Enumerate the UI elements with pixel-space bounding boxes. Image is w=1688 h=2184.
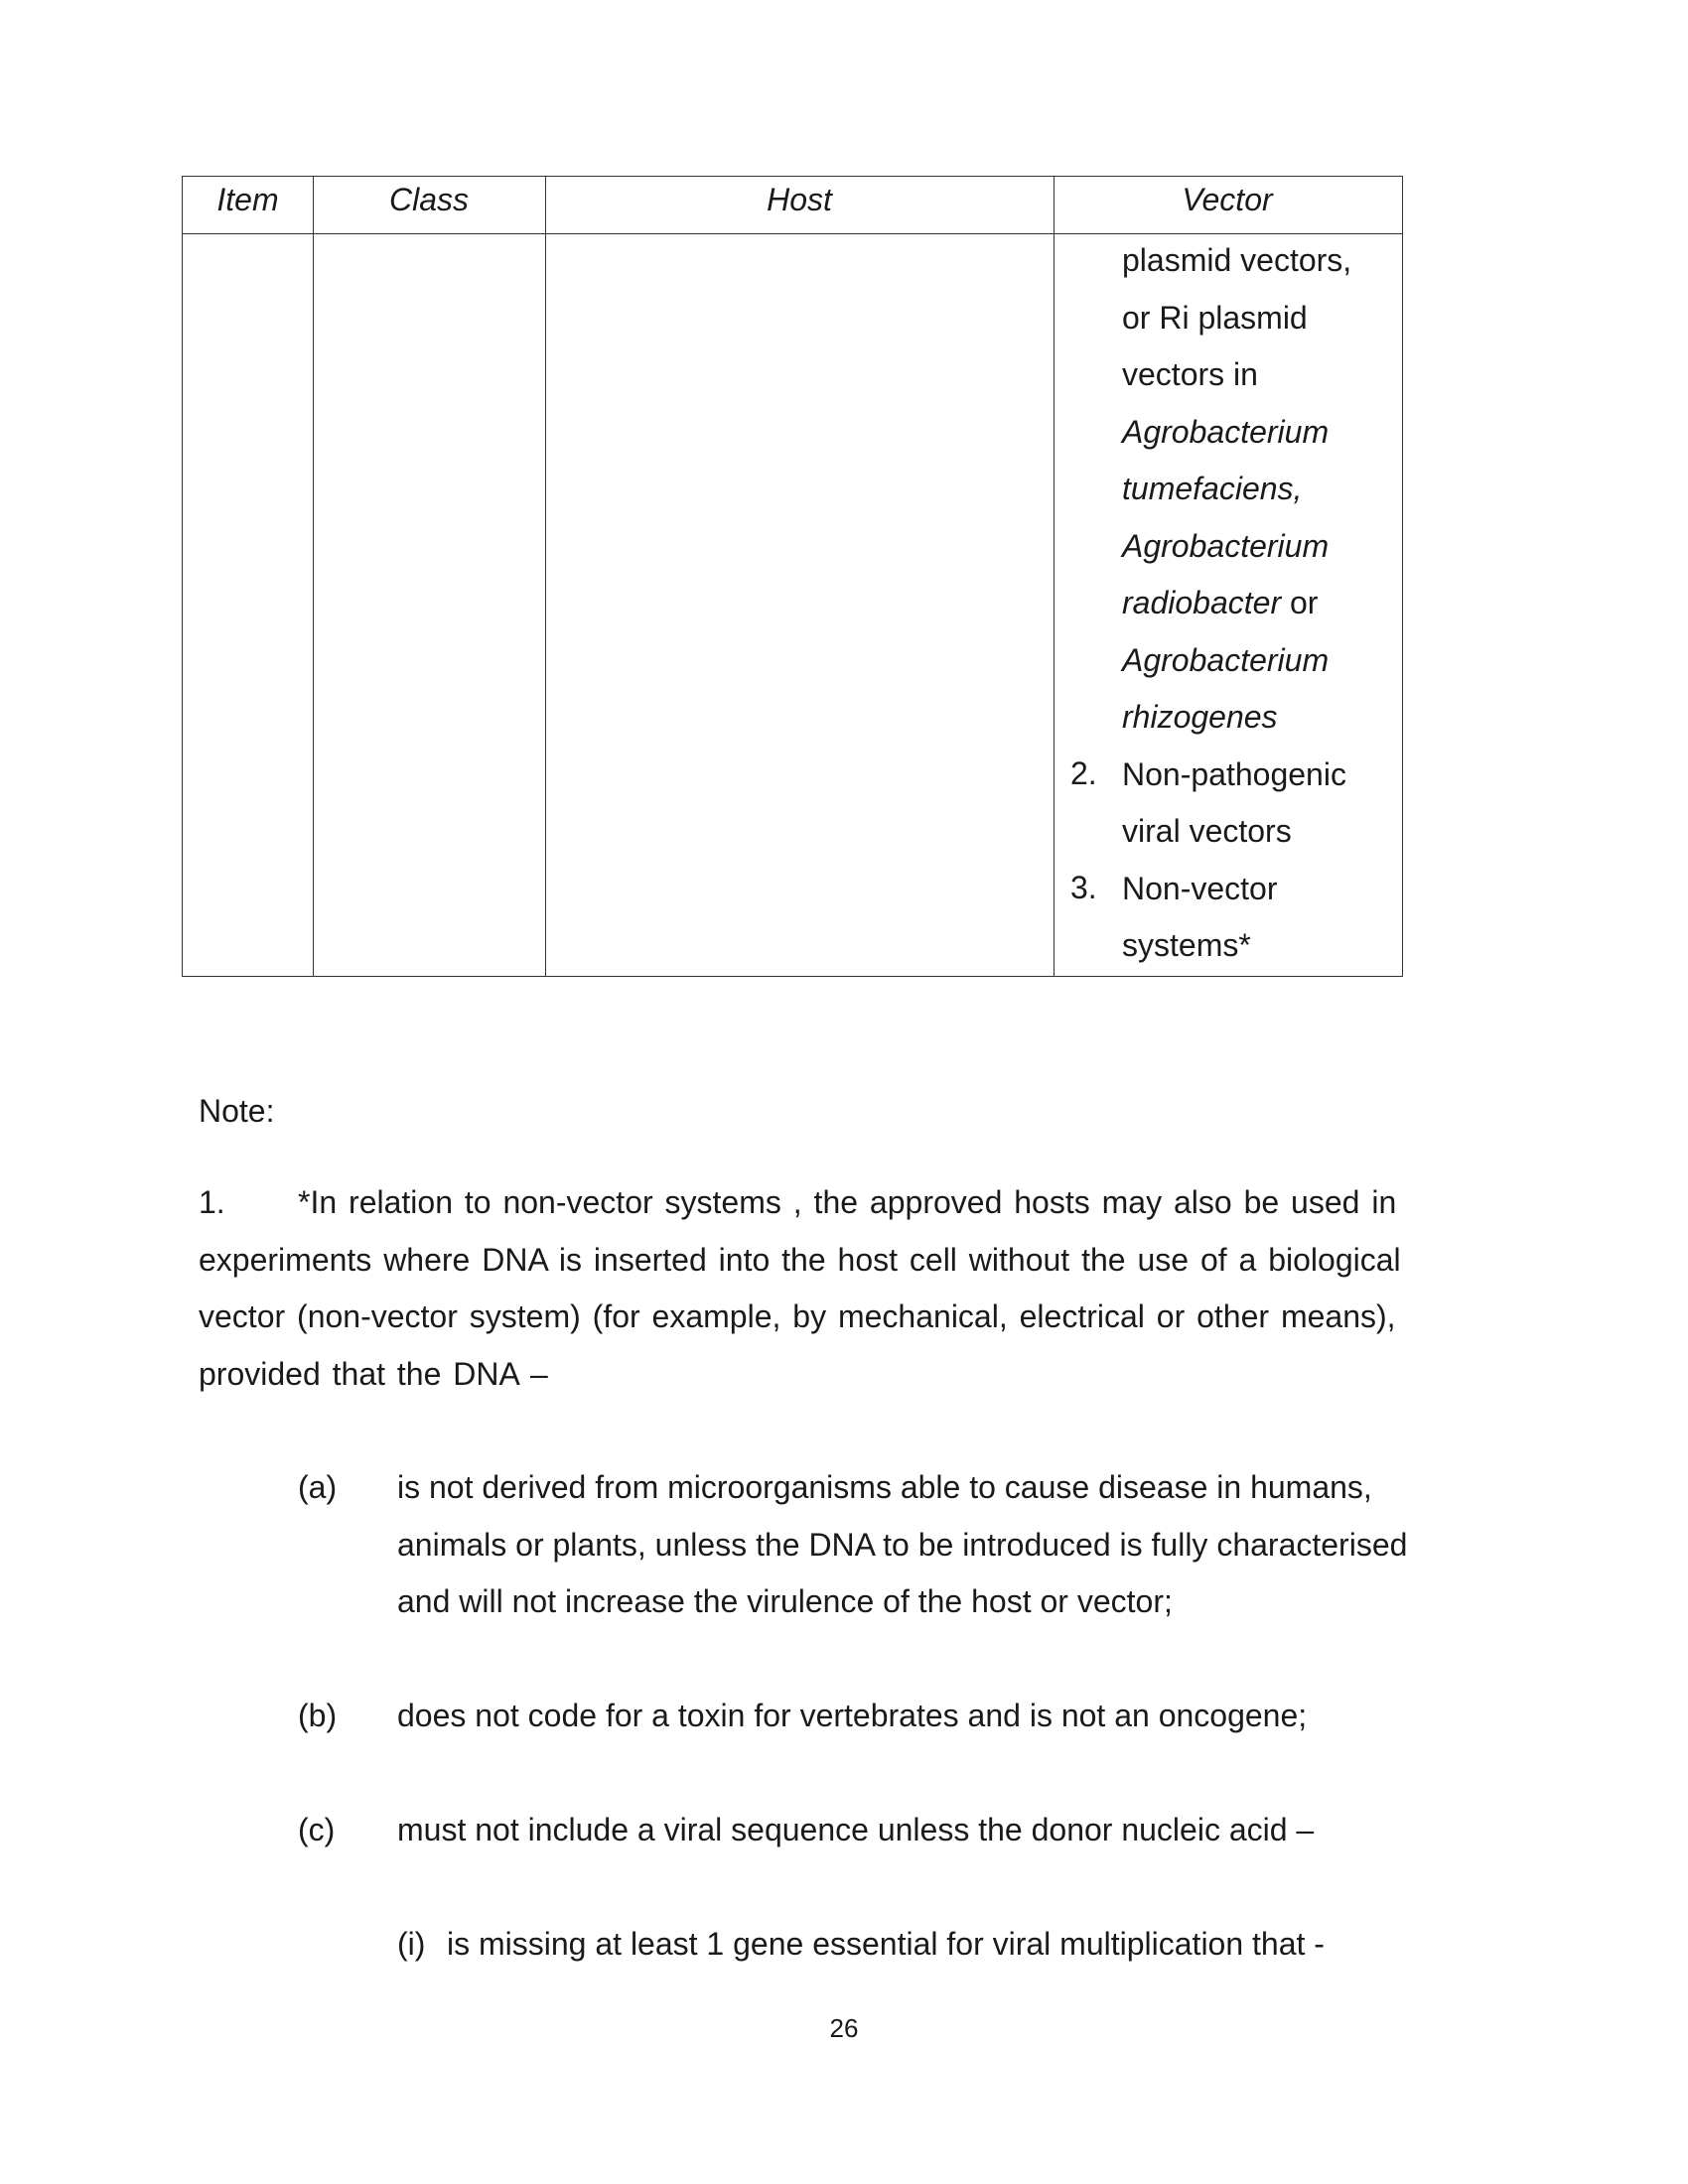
item-line: is not derived from microorganisms able to cause disease in humans, — [397, 1469, 1372, 1505]
paragraph-line: vector (non-vector system) (for example, by mechanical, electrical or other means), — [199, 1298, 1396, 1334]
paragraph-number: 1. — [199, 1184, 225, 1220]
vector-line: plasmid vectors, — [1122, 242, 1352, 278]
item-line: does not code for a toxin for vertebrates and is not an oncogene; — [397, 1698, 1308, 1733]
item-line: animals or plants, unless the DNA to be introduced is fully characterised — [397, 1526, 1408, 1563]
note-paragraph-1 — [199, 1174, 1484, 1403]
species-name: radiobacter — [1122, 585, 1282, 620]
vector-list-item-line: Non-vector — [1122, 870, 1278, 906]
item-body-b — [397, 1688, 1484, 1745]
vector-line — [1122, 518, 1351, 576]
table-column-divider — [545, 177, 546, 976]
vector-list-number: 3. — [1070, 870, 1097, 905]
header-item: Item — [216, 182, 279, 217]
sub-item-text: is missing at least 1 gene essential for viral multiplication that - — [447, 1926, 1325, 1962]
item-line: and will not increase the virulence of the host or vector; — [397, 1583, 1173, 1619]
species-name: Agrobacterium — [1122, 527, 1330, 564]
vector-line — [1122, 689, 1351, 747]
item-line: must not include a viral sequence unless the donor nucleic acid – — [397, 1812, 1315, 1847]
vector-line: or Ri plasmid — [1122, 299, 1308, 336]
item-letter-b: (b) — [298, 1698, 338, 1733]
vector-line — [1122, 404, 1351, 462]
conjunction: or — [1289, 585, 1319, 620]
vector-line — [1122, 461, 1351, 518]
page-number: 26 — [829, 2013, 859, 2043]
vector-list-item-line: viral vectors — [1122, 813, 1292, 849]
vector-list-item-line: systems* — [1122, 927, 1251, 963]
vector-line — [1122, 632, 1351, 690]
header-host: Host — [767, 182, 832, 217]
vector-line — [1122, 575, 1351, 632]
vector-list-number: 2. — [1070, 755, 1097, 791]
sub-item-i — [397, 1916, 1325, 1974]
table-column-divider — [1054, 177, 1055, 976]
paragraph-text: *In relation to non-vector systems , the approved hosts may also be used in — [298, 1184, 1397, 1220]
item-letter-c: (c) — [298, 1812, 336, 1847]
table-column-divider — [313, 177, 314, 976]
vector-line: vectors in — [1122, 356, 1258, 392]
header-class: Class — [388, 182, 469, 217]
vector-list-item-line: Non-pathogenic — [1122, 755, 1346, 792]
species-name: Agrobacterium — [1122, 413, 1330, 450]
species-name: tumefaciens, — [1122, 471, 1303, 506]
paragraph-line — [199, 1174, 1484, 1232]
item-body-a — [397, 1459, 1484, 1631]
item-letter-a: (a) — [298, 1469, 338, 1505]
vector-cell — [1122, 232, 1351, 975]
item-body-c — [397, 1802, 1484, 1859]
sub-item-number: (i) — [397, 1926, 426, 1962]
header-vector: Vector — [1182, 182, 1273, 217]
species-name: Agrobacterium — [1122, 641, 1330, 678]
paragraph-line: experiments where DNA is inserted into the host cell without the use of a biological — [199, 1241, 1401, 1278]
paragraph-line: provided that the DNA – — [199, 1355, 548, 1392]
note-label: Note: — [199, 1093, 275, 1129]
species-name: rhizogenes — [1122, 699, 1278, 735]
